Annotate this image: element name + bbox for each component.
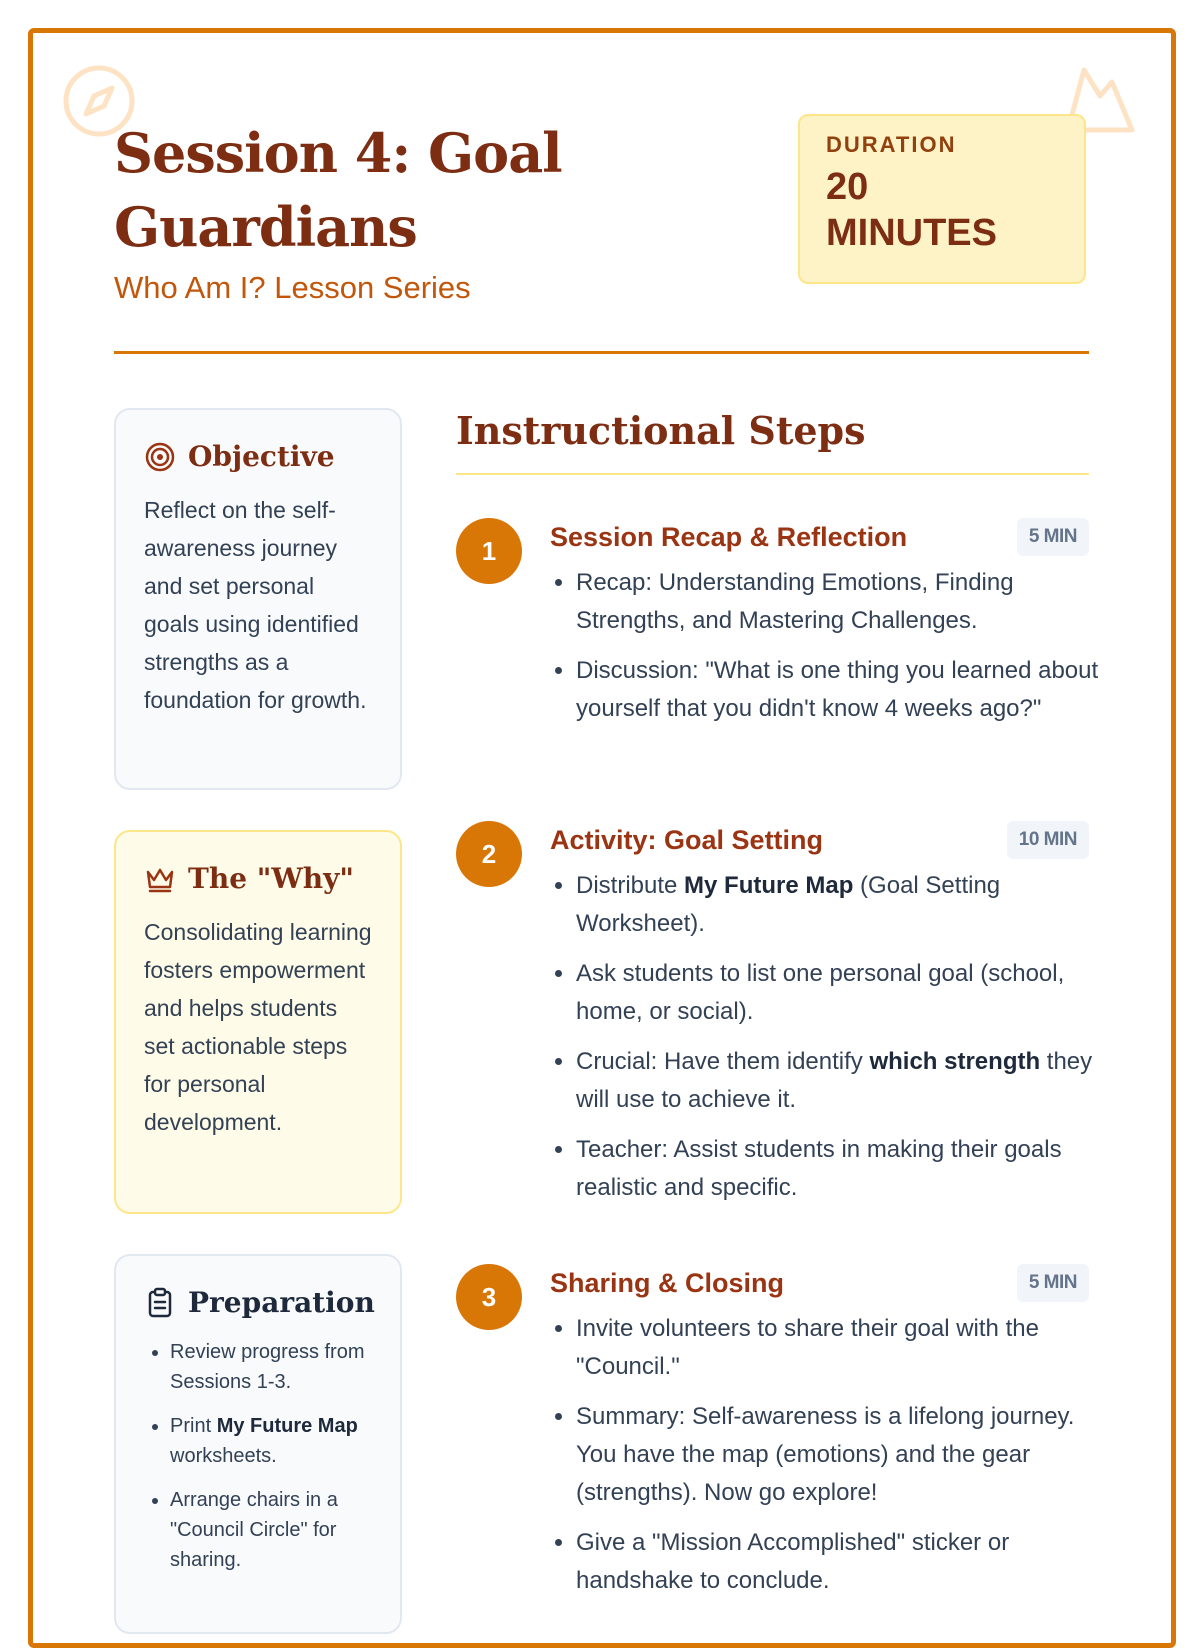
preparation-title: Preparation — [188, 1286, 375, 1319]
target-icon — [144, 441, 176, 473]
objective-title: Objective — [188, 440, 335, 473]
step-number: 2 — [456, 821, 522, 887]
step-number: 1 — [456, 518, 522, 584]
series-subtitle: Who Am I? Lesson Series — [114, 270, 471, 305]
step-number: 3 — [456, 1264, 522, 1330]
preparation-list — [144, 1337, 374, 1575]
duration-label: DURATION — [826, 132, 957, 157]
header-divider — [114, 351, 1089, 354]
why-text: Consolidating learning fosters empowerment and helps students set actionable steps for personal development. — [144, 919, 372, 1135]
step-duration-badge: 5 MIN — [1017, 518, 1089, 556]
clipboard-icon — [144, 1287, 176, 1319]
objective-text: Reflect on the self-awareness journey and set personal goals using identified strengths as a foundation for growth. — [144, 497, 367, 713]
steps-heading: Instructional Steps — [456, 408, 866, 453]
list-item: • Ask students to list one personal goal (school, home, or social). — [576, 955, 1116, 1031]
objective-card — [114, 408, 402, 790]
step-title: Session Recap & Reflection — [550, 522, 908, 552]
list-item: • Recap: Understanding Emotions, Finding Strengths, and Mastering Challenges. — [576, 564, 1116, 640]
step-bullets — [550, 1310, 1116, 1612]
why-card — [114, 830, 402, 1214]
step-bullets — [550, 564, 1116, 740]
list-item: • Arrange chairs in a "Council Circle" for sharing. — [170, 1485, 374, 1575]
duration-value: 20 MINUTES — [826, 166, 997, 254]
list-item: • Summary: Self-awareness is a lifelong journey. You have the map (emotions) and the gear (strengths). Now go explore! — [576, 1398, 1116, 1512]
step-duration-badge: 10 MIN — [1007, 821, 1089, 859]
list-item: • Distribute My Future Map (Goal Setting Worksheet). — [576, 867, 1116, 943]
list-item: • Print My Future Map worksheets. — [170, 1411, 374, 1471]
list-item: • Give a "Mission Accomplished" sticker or handshake to conclude. — [576, 1524, 1116, 1600]
page-title: Session 4: Goal Guardians — [114, 121, 562, 259]
why-title: The "Why" — [188, 862, 355, 895]
preparation-card — [114, 1254, 402, 1634]
steps-divider — [456, 473, 1089, 475]
list-item: • Teacher: Assist students in making their goals realistic and specific. — [576, 1131, 1116, 1207]
list-item: • Discussion: "What is one thing you learned about yourself that you didn't know 4 weeks ago?" — [576, 652, 1116, 728]
duration-panel — [798, 114, 1086, 284]
list-item: • Review progress from Sessions 1-3. — [170, 1337, 374, 1397]
step-title: Activity: Goal Setting — [550, 825, 824, 855]
list-item: • Crucial: Have them identify which strength they will use to achieve it. — [576, 1043, 1116, 1119]
step-title: Sharing & Closing — [550, 1268, 785, 1298]
list-item: • Invite volunteers to share their goal with the "Council." — [576, 1310, 1116, 1386]
step-duration-badge: 5 MIN — [1017, 1264, 1089, 1302]
step-bullets — [550, 867, 1116, 1219]
crown-icon — [144, 863, 176, 895]
